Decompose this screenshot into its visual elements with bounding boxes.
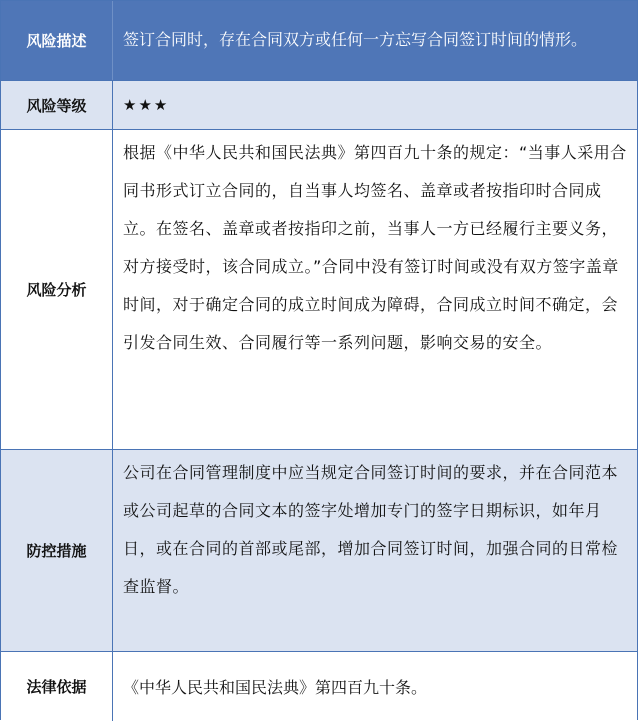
prevention-text: 公司在合同管理制度中应当规定合同签订时间的要求，并在合同范本或公司起草的合同文本的签字处增加专门的签字日期标识，如年月日，或在合同的首部或尾部，增加合同签订时间，加强合同的日常检查监督。 bbox=[123, 463, 619, 596]
risk-analysis-text: 根据《中华人民共和国民法典》第四百九十条的规定：“当事人采用合同书形式订立合同的，自当事人均签名、盖章或者按指印时合同成立。在签名、盖章或者按指印之前，当事人一方已经履行主要义务，对方接受时，该合同成立。”合同中没有签订时间或没有双方签字盖章时间，对于确定合同的成立时间成为障碍，合同成立时间不确定，会引发合同生效、合同履行等一系列问题，影响交易的安全。 bbox=[123, 143, 627, 352]
legal-basis-text: 《中华人民共和国民法典》第四百九十条。 bbox=[123, 678, 428, 697]
risk-level-row bbox=[1, 81, 637, 130]
risk-analysis-row bbox=[1, 130, 637, 450]
prevention-label: 防控措施 bbox=[1, 450, 113, 651]
risk-description-text: 签订合同时，存在合同双方或任何一方忘写合同签订时间的情形。 bbox=[123, 30, 588, 49]
risk-description-label: 风险描述 bbox=[1, 1, 113, 80]
prevention-row bbox=[1, 450, 637, 652]
risk-description-row bbox=[1, 1, 637, 81]
legal-basis-label: 法律依据 bbox=[1, 652, 113, 721]
legal-basis-row bbox=[1, 652, 637, 721]
risk-level-label: 风险等级 bbox=[1, 81, 113, 129]
risk-analysis-label: 风险分析 bbox=[1, 130, 113, 449]
risk-level-stars: ★★★ bbox=[123, 96, 170, 114]
